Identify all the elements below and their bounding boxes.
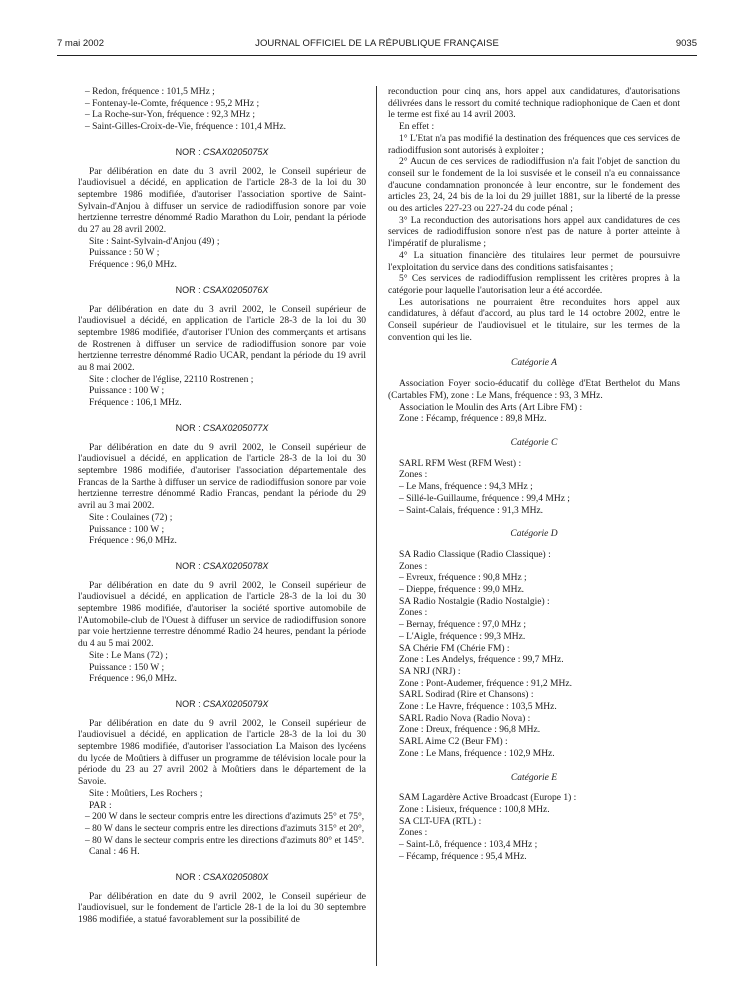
- station-line: Zone : Dreux, fréquence : 96,8 MHz.: [399, 725, 541, 736]
- nor-code: CSAX0205078X: [202, 560, 269, 571]
- detail-line: Site : clocher de l'église, 22110 Rostrenen ;: [89, 374, 254, 385]
- numbered-point: 2° Aucun de ces services de radiodiffusion n'a fait l'objet de sanction du conseil sur le fondement de la loi susvisée et le conseil n'a eu connaissance d'aucune condamnation prononcée à leur encontre, sur le fondement des articles 23, 24, 24 bis de la loi du 29 juillet 1881, sur la liberté de la presse ou des articles 227-23 ou 227-24 du code pénal ;: [388, 157, 680, 215]
- deliberation-paragraph: Par délibération en date du 9 avril 2002, le Conseil supérieur de l'audiovisuel a décidé, en application de l'article 28-3 de la loi du 30 septembre 1986 modifiée, d'autoriser l'association départementale des Francas de la Sarthe à diffuser un service de radiodiffusion sonore par voie hertzienne terrestre dénommé Radio Francas, pendant la période du 29 avril au 3 mai 2002.: [78, 442, 366, 512]
- nor-reference: [78, 285, 366, 297]
- category-heading: Catégorie C: [510, 437, 558, 448]
- detail-line: Site : Coulaines (72) ;: [89, 512, 173, 523]
- list-item: – Saint-Gilles-Croix-de-Vie, fréquence : 101,4 MHz.: [85, 122, 286, 133]
- nor-code: CSAX0205077X: [202, 422, 269, 433]
- detail-line: PAR :: [89, 800, 112, 811]
- nor-reference: [78, 699, 366, 711]
- nor-reference: [78, 423, 366, 435]
- page-header: [57, 38, 697, 52]
- station-line: Zones :: [399, 561, 428, 572]
- deliberation-paragraph: Par délibération en date du 9 avril 2002, le Conseil supérieur de l'audiovisuel, sur le fondement de l'article 28-1 de la loi du 30 septembre 1986 modifiée, a statué favorablement sur la possibilité de: [78, 891, 366, 926]
- station-line: SARL RFM West (RFM West) :: [399, 458, 522, 469]
- detail-line: Puissance : 100 W ;: [89, 386, 165, 397]
- list-item: – Fontenay-le-Comte, fréquence : 95,2 MHz ;: [85, 98, 260, 109]
- station-line: SAM Lagardère Active Broadcast (Europe 1) :: [399, 793, 577, 804]
- nor-reference: [78, 872, 366, 884]
- right-column: [388, 87, 680, 863]
- station-line: Zones :: [399, 828, 428, 839]
- detail-line: Site : Moûtiers, Les Rochers ;: [89, 788, 203, 799]
- continuation-paragraph: reconduction pour cinq ans, hors appel aux candidatures, d'autorisations délivrées dans le ressort du comité technique radiophonique de Caen et dont le terme est fixé au 14 avril 2003.: [388, 87, 680, 121]
- station-line: Zones :: [399, 470, 428, 481]
- detail-line: Canal : 46 H.: [89, 847, 140, 858]
- station-line: Association Foyer socio-éducatif du collège d'Etat Berthelot du Mans (Cartables FM), zone : Le Mans, fréquence : 93, 3 MHz.: [388, 379, 680, 401]
- category-heading: Catégorie E: [510, 772, 558, 783]
- station-line: SARL Aime C2 (Beur FM) :: [399, 737, 508, 748]
- station-line: – Dieppe, fréquence : 99,0 MHz.: [399, 585, 525, 596]
- station-line: Association le Moulin des Arts (Art Libre FM) :: [399, 402, 583, 413]
- nor-code: CSAX0205079X: [202, 698, 269, 709]
- detail-line: Fréquence : 96,0 MHz.: [89, 674, 177, 685]
- nor-label: NOR :: [175, 698, 201, 709]
- list-item: – 80 W dans le secteur compris entre les directions d'azimuts 315° et 20°,: [85, 823, 365, 834]
- station-line: SARL Sodirad (Rire et Chansons) :: [399, 690, 534, 701]
- station-line: SA Radio Classique (Radio Classique) :: [399, 549, 551, 560]
- numbered-point: 3° La reconduction des autorisations hors appel aux candidatures de ces services de radiodiffusion sonore n'est pas de nature à porter atteinte à l'impératif de pluralisme ;: [388, 215, 680, 250]
- list-item: – La Roche-sur-Yon, fréquence : 92,3 MHz ;: [85, 110, 256, 121]
- station-line: SA Chérie FM (Chérie FM) :: [399, 643, 510, 654]
- station-line: – Sillé-le-Guillaume, fréquence : 99,4 MHz ;: [399, 493, 570, 504]
- station-line: – Evreux, fréquence : 90,8 MHz ;: [399, 573, 527, 584]
- detail-line: Puissance : 100 W ;: [89, 524, 165, 535]
- nor-code: CSAX0205075X: [202, 146, 269, 157]
- station-line: Zone : Lisieux, fréquence : 100,8 MHz.: [399, 804, 550, 815]
- detail-line: Fréquence : 96,0 MHz.: [89, 536, 177, 547]
- nor-label: NOR :: [175, 872, 201, 883]
- station-line: SA CLT-UFA (RTL) :: [399, 816, 482, 827]
- station-line: SARL Radio Nova (Radio Nova) :: [399, 713, 531, 724]
- station-line: – Bernay, fréquence : 97,0 MHz ;: [399, 620, 527, 631]
- list-item: – 80 W dans le secteur compris entre les directions d'azimuts 80° et 145°.: [85, 835, 365, 846]
- header-rule: [57, 55, 697, 56]
- numbered-point: 5° Ces services de radiodiffusion remplissent les critères propres à la catégorie pour laquelle l'autorisation leur a été accordée.: [388, 274, 680, 296]
- deliberation-paragraph: Par délibération en date du 9 avril 2002, le Conseil supérieur de l'audiovisuel a décidé, en application de l'article 28-3 de la loi du 30 septembre 1986 modifiée, d'autoriser l'association La Maison des lycéens du lycée de Moûtiers à diffuser un programme de télévision locale pour la période du 23 au 27 avril 2002 à Moûtiers dans le département de la Savoie.: [78, 718, 366, 788]
- station-line: Zone : Les Andelys, fréquence : 99,7 MHz.: [399, 655, 564, 666]
- deliberation-paragraph: Par délibération en date du 3 avril 2002, le Conseil supérieur de l'audiovisuel a décidé, en application de l'article 28-3 de la loi du 30 septembre 1986 modifiée, d'autoriser l'association sportive de Saint-Sylvain-d'Anjou à diffuser un service de radiodiffusion sonore par voie hertzienne terrestre dénommé Radio Marathon du Loir, pendant la période du 27 au 28 avril 2002.: [78, 166, 366, 236]
- station-line: SA NRJ (NRJ) :: [399, 666, 461, 677]
- detail-line: Site : Le Mans (72) ;: [89, 650, 168, 661]
- category-heading: Catégorie D: [510, 529, 558, 540]
- column-divider: [376, 86, 377, 966]
- deliberation-paragraph: Par délibération en date du 3 avril 2002, le Conseil supérieur de l'audiovisuel a décidé, en application de l'article 28-3 de la loi du 30 septembre 1986 modifiée, d'autoriser l'Union des commerçants et artisans de Rostrenen à diffuser un service de radiodiffusion sonore par voie hertzienne terrestre dénommé Radio UCAR, pendant la période du 19 avril au 8 mai 2002.: [78, 304, 366, 374]
- numbered-point: 4° La situation financière des titulaires leur permet de poursuivre l'exploitation du service dans des conditions satisfaisantes ;: [388, 250, 680, 273]
- station-line: – Le Mans, fréquence : 94,3 MHz ;: [399, 482, 533, 493]
- list-item: – Redon, fréquence : 101,5 MHz ;: [85, 87, 215, 97]
- page-number: 9035: [675, 38, 697, 49]
- station-line: Zone : Le Havre, fréquence : 103,5 MHz.: [399, 702, 557, 713]
- journal-title: JOURNAL OFFICIEL DE LA RÉPUBLIQUE FRANÇAISE: [255, 38, 499, 49]
- numbered-point: 1° L'Etat n'a pas modifié la destination des fréquences que ces services de radiodiffusion sont autorisés à exploiter ;: [388, 133, 680, 156]
- station-line: – L'Aigle, fréquence : 99,3 MHz.: [399, 631, 526, 642]
- conclusion-paragraph: Les autorisations ne pourraient être reconduites hors appel aux candidatures, à défaut d'accord, au plus tard le 14 octobre 2002, entre le Conseil supérieur de l'audiovisuel et le titulaire, sur les termes de la convention qui les lie.: [388, 297, 680, 343]
- station-line: – Fécamp, fréquence : 95,4 MHz.: [399, 851, 527, 862]
- detail-line: Fréquence : 96,0 MHz.: [89, 260, 177, 271]
- station-line: Zones :: [399, 608, 428, 619]
- category-heading: Catégorie A: [510, 358, 557, 369]
- nor-reference: [78, 147, 366, 159]
- nor-code: CSAX0205080X: [202, 872, 269, 883]
- nor-label: NOR :: [175, 146, 201, 157]
- deliberation-paragraph: Par délibération en date du 9 avril 2002, le Conseil supérieur de l'audiovisuel a décidé, en application de l'article 28-3 de la loi du 30 septembre 1986 modifiée, d'autoriser la société sportive automobile de l'Automobile-club de l'Ouest à diffuser un service de radiodiffusion sonore par voie hertzienne terrestre dénommé Radio 24 heures, pendant la période du 4 au 5 mai 2002.: [78, 580, 366, 650]
- nor-label: NOR :: [175, 560, 201, 571]
- nor-reference: [78, 561, 366, 573]
- detail-line: Fréquence : 106,1 MHz.: [89, 398, 182, 409]
- nor-label: NOR :: [175, 422, 201, 433]
- detail-line: Puissance : 50 W ;: [89, 248, 160, 259]
- left-column: [78, 87, 366, 927]
- station-line: Zone : Le Mans, fréquence : 102,9 MHz.: [399, 748, 555, 759]
- station-line: Zone : Fécamp, fréquence : 89,8 MHz.: [399, 414, 547, 425]
- station-line: – Saint-Calais, fréquence : 91,3 MHz.: [399, 505, 544, 516]
- station-line: Zone : Pont-Audemer, fréquence : 91,2 MHz.: [399, 678, 572, 689]
- station-line: SA Radio Nostalgie (Radio Nostalgie) :: [399, 596, 550, 607]
- nor-label: NOR :: [175, 284, 201, 295]
- detail-line: Site : Saint-Sylvain-d'Anjou (49) ;: [89, 236, 220, 247]
- list-item: – 200 W dans le secteur compris entre les directions d'azimuts 25° et 75°,: [85, 812, 365, 823]
- header-date: 7 mai 2002: [57, 38, 105, 49]
- nor-code: CSAX0205076X: [202, 284, 269, 295]
- station-line: – Saint-Lô, fréquence : 103,4 MHz ;: [399, 840, 538, 851]
- detail-line: Puissance : 150 W ;: [89, 662, 165, 673]
- en-effet-line: En effet :: [399, 122, 435, 133]
